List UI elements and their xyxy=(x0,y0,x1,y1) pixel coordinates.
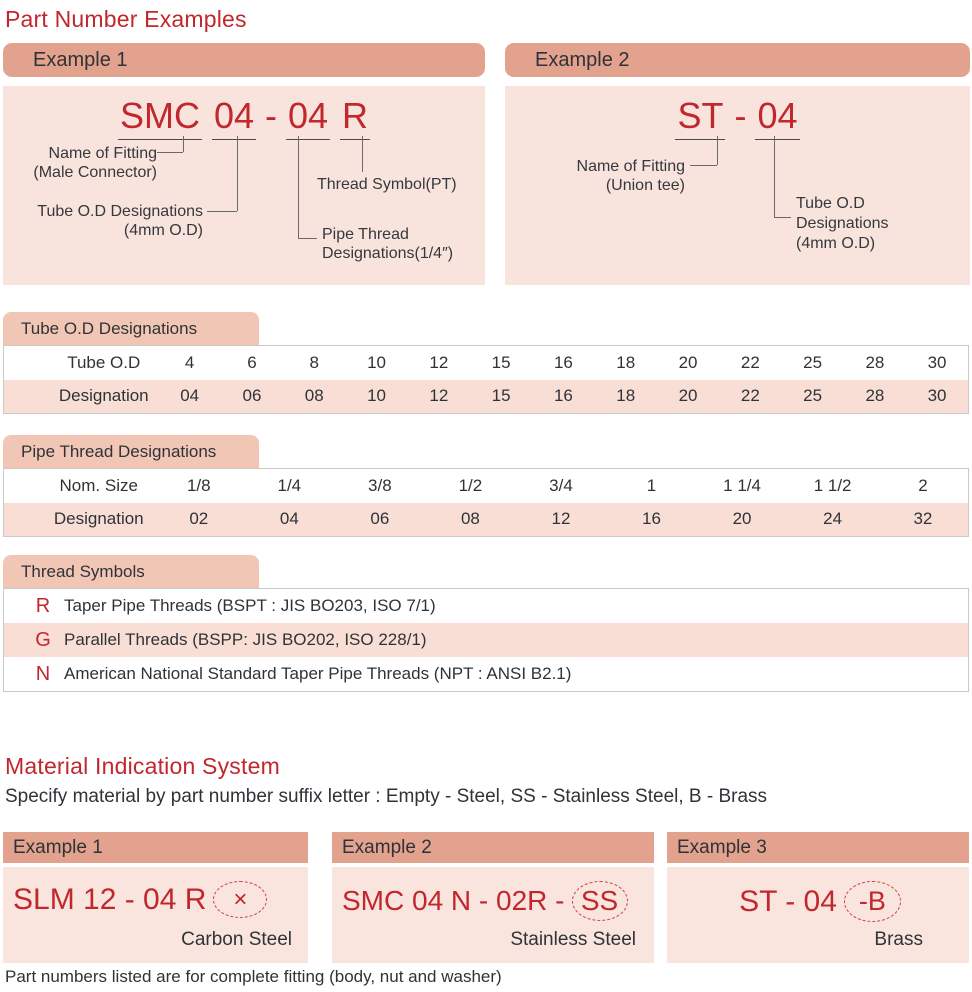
material-example-2-body xyxy=(332,867,654,963)
cell: 1/2 xyxy=(458,475,483,495)
material-name: Brass xyxy=(874,929,923,950)
thread-symbol-label: Thread Symbol(PT) xyxy=(317,176,457,193)
dash: - xyxy=(734,95,747,136)
connector-line xyxy=(183,136,184,152)
tube-code: 04 xyxy=(755,98,799,140)
cell: 12 xyxy=(408,380,470,414)
thread-symbol-row xyxy=(4,589,968,623)
label-line: (4mm O.D) xyxy=(123,222,203,239)
example-2-diagram xyxy=(505,86,970,285)
dash: - xyxy=(265,95,277,136)
table-row xyxy=(4,346,969,380)
cell: 18 xyxy=(616,352,636,372)
cell: 12 xyxy=(429,352,449,372)
part-number xyxy=(13,881,302,918)
material-example-3-header: Example 3 xyxy=(667,832,969,863)
thread-symbol-row xyxy=(4,657,968,691)
cell: 06 xyxy=(335,503,426,537)
cell: 10 xyxy=(367,352,386,372)
part-number xyxy=(677,881,963,922)
cell: 25 xyxy=(781,380,843,414)
pipe-thread-designations-label xyxy=(322,225,453,263)
material-indication-subtitle: Specify material by part number suffix letter : Empty - Steel, SS - Stainless Steel, B - Brass xyxy=(5,786,768,807)
pipe-thread-designations-tab: Pipe Thread Designations xyxy=(3,435,259,468)
cell: 18 xyxy=(595,380,657,414)
connector-line xyxy=(157,152,183,153)
table-row xyxy=(4,503,969,537)
cell: 8 xyxy=(309,352,319,372)
material-example-1-panel xyxy=(3,832,308,963)
material-examples-row xyxy=(3,832,969,963)
connector-line xyxy=(362,136,363,172)
row-label: Tube O.D xyxy=(67,352,141,372)
thread-symbol-letter: G xyxy=(35,628,51,651)
example-1-diagram xyxy=(3,86,485,285)
table-row xyxy=(4,469,969,503)
material-example-2-header: Example 2 xyxy=(332,832,654,863)
material-indication-title: Material Indication System xyxy=(5,753,280,779)
cell: 06 xyxy=(221,380,283,414)
pipe-thread-table xyxy=(3,468,969,537)
thread-symbol-letter: R xyxy=(35,594,51,617)
material-suffix: SS xyxy=(580,885,619,916)
part-number-text: ST - 04 xyxy=(739,884,837,918)
cell: 25 xyxy=(803,352,823,372)
part-number xyxy=(505,95,970,140)
connector-line xyxy=(690,165,717,166)
label-line: (4mm O.D) xyxy=(796,235,876,252)
material-example-3-body xyxy=(667,867,969,963)
cell: 04 xyxy=(159,380,221,414)
cell: 1/4 xyxy=(277,475,302,495)
part-number xyxy=(342,881,648,921)
tube-od-designations-section xyxy=(3,312,969,414)
cell: 24 xyxy=(787,503,878,537)
cell: 30 xyxy=(927,352,947,372)
thread-symbols-section xyxy=(3,555,969,692)
cell: 04 xyxy=(244,503,335,537)
thread-symbol-row xyxy=(4,623,968,657)
thread-symbol-letter: N xyxy=(35,662,51,685)
name-of-fitting-label xyxy=(23,144,157,182)
label-line: (Union tee) xyxy=(605,177,685,194)
thread-code: R xyxy=(340,98,370,140)
fitting-code: SMC xyxy=(118,98,202,140)
fitting-code: ST xyxy=(675,98,725,140)
page-title: Part Number Examples xyxy=(5,6,247,32)
cell: 3/8 xyxy=(368,475,392,495)
cell: 08 xyxy=(425,503,516,537)
cell: 6 xyxy=(247,352,257,372)
cell: 20 xyxy=(678,352,698,372)
connector-line xyxy=(237,136,238,211)
label-line: Name of Fitting xyxy=(48,145,157,162)
label-line: Name of Fitting xyxy=(576,158,685,175)
cell: 16 xyxy=(553,352,573,372)
cell: 08 xyxy=(283,380,345,414)
thread-symbols-list xyxy=(3,588,969,692)
cell: 20 xyxy=(657,380,719,414)
connector-line xyxy=(298,136,299,238)
tube-od-table xyxy=(3,345,969,414)
material-example-1-body xyxy=(3,867,308,963)
part-number-text: SLM 12 - 04 R xyxy=(13,882,207,916)
cell: 1/8 xyxy=(186,475,211,495)
cell: 15 xyxy=(470,380,532,414)
connector-line xyxy=(298,238,317,239)
tube-code: 04 xyxy=(212,98,256,140)
connector-line xyxy=(774,217,791,218)
material-suffix: × xyxy=(233,885,248,913)
table-row xyxy=(4,380,969,414)
material-example-1-header: Example 1 xyxy=(3,832,308,863)
suffix-circle xyxy=(844,881,901,922)
cell: 22 xyxy=(719,380,781,414)
cell: 28 xyxy=(844,380,906,414)
cell: 10 xyxy=(345,380,407,414)
row-label: Designation xyxy=(4,503,154,537)
cell: 32 xyxy=(878,503,969,537)
tube-od-designations-label xyxy=(796,194,889,254)
footnote: Part numbers listed are for complete fitting (body, nut and washer) xyxy=(5,967,502,986)
cell: 1 1/2 xyxy=(813,475,852,495)
thread-symbols-tab: Thread Symbols xyxy=(3,555,259,588)
suffix-circle xyxy=(213,881,267,918)
label-line: Pipe Thread xyxy=(322,226,409,243)
material-name: Stainless Steel xyxy=(510,929,636,950)
cell: 3/4 xyxy=(549,475,573,495)
cell: 4 xyxy=(184,352,195,372)
thread-symbol-description: American National Standard Taper Pipe Threads (NPT : ANSI B2.1) xyxy=(64,664,572,683)
material-name: Carbon Steel xyxy=(181,929,292,950)
label-line: Tube O.D Designations xyxy=(37,203,203,220)
cell: 16 xyxy=(532,380,594,414)
part-number-example-1-panel xyxy=(3,43,485,285)
pipe-code: 04 xyxy=(286,98,330,140)
label-line: (Male Connector) xyxy=(33,164,157,181)
cell: 1 1/4 xyxy=(723,475,761,495)
pipe-thread-designations-section xyxy=(3,435,969,537)
thread-symbol-description: Parallel Threads (BSPP: JIS BO202, ISO 228/1) xyxy=(64,630,427,649)
label-line: Designations(1/4″) xyxy=(322,245,454,262)
part-number-text: SMC 04 N - 02R - xyxy=(342,885,565,916)
example-1-header: Example 1 xyxy=(3,43,485,77)
connector-line xyxy=(717,136,718,165)
material-suffix: -B xyxy=(858,886,886,916)
tube-od-designations-label xyxy=(23,202,203,240)
label-line: Tube O.D xyxy=(796,195,865,212)
name-of-fitting-label xyxy=(545,157,685,195)
part-number-example-2-panel xyxy=(505,43,970,285)
cell: 20 xyxy=(697,503,788,537)
cell: 02 xyxy=(154,503,245,537)
label-line: Designations xyxy=(796,215,889,232)
material-example-3-panel xyxy=(667,832,969,963)
cell: 30 xyxy=(906,380,968,414)
thread-symbol-description: Taper Pipe Threads (BSPT : JIS BO203, ISO 7/1) xyxy=(64,596,436,615)
suffix-circle xyxy=(572,881,628,921)
tube-od-designations-tab: Tube O.D Designations xyxy=(3,312,259,345)
connector-line xyxy=(207,211,237,212)
part-number xyxy=(3,95,485,140)
cell: 16 xyxy=(606,503,697,537)
cell: 15 xyxy=(491,352,511,372)
cell: 2 xyxy=(918,475,928,495)
cell: 12 xyxy=(516,503,607,537)
cell: 22 xyxy=(740,352,760,372)
material-example-2-panel xyxy=(332,832,654,963)
example-2-header: Example 2 xyxy=(505,43,970,77)
row-label: Nom. Size xyxy=(59,475,138,495)
row-label: Designation xyxy=(4,380,159,414)
connector-line xyxy=(774,136,775,217)
cell: 28 xyxy=(865,352,885,372)
cell: 1 xyxy=(646,475,657,495)
